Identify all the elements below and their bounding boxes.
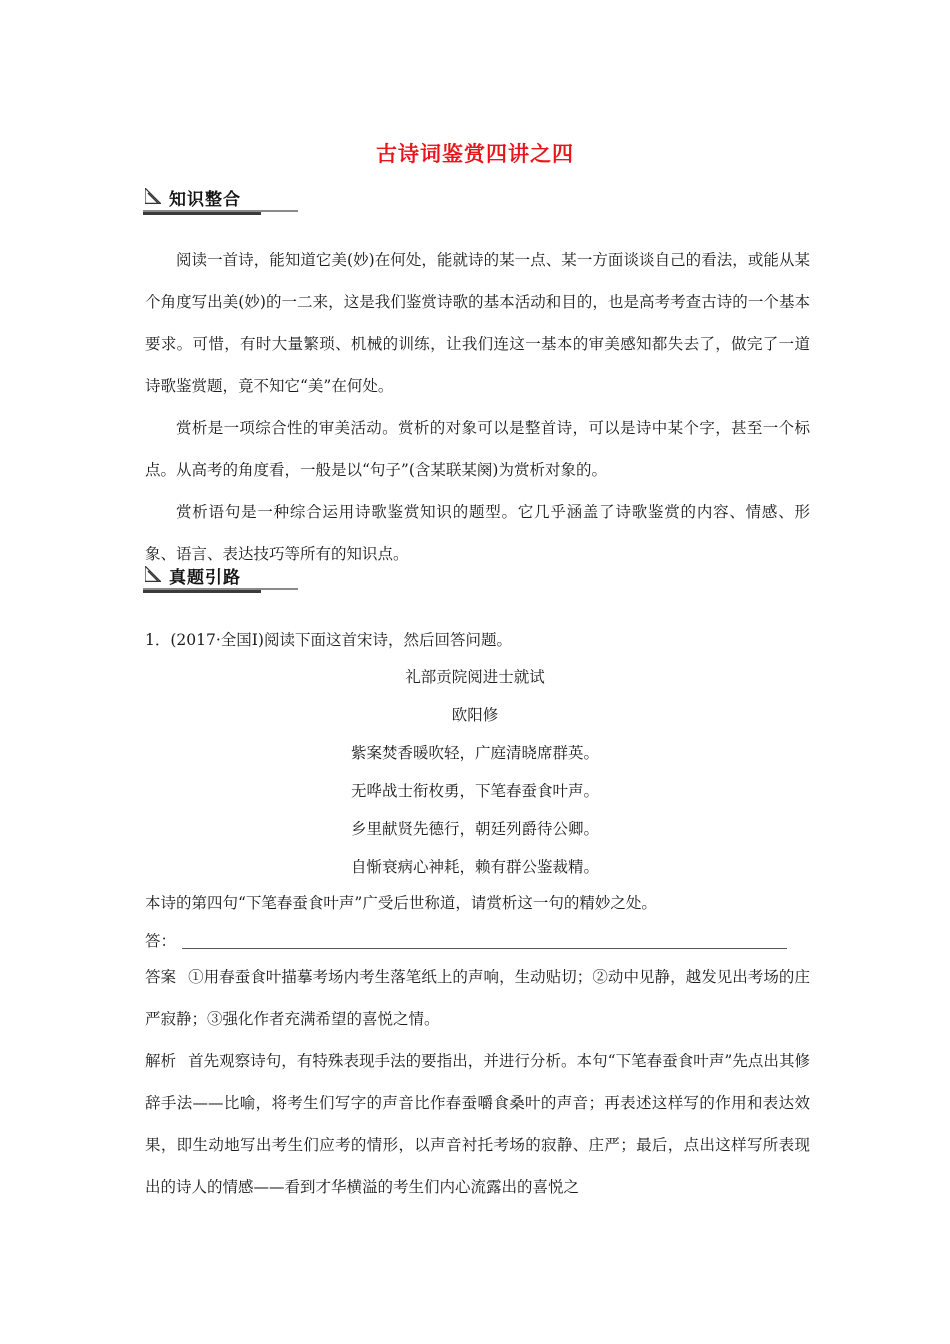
poem-title: 礼部贡院阅进士就试 bbox=[405, 668, 545, 686]
section-title: 知识整合 bbox=[169, 190, 241, 210]
analysis-text: 首先观察诗句，有特殊表现手法的要指出，并进行分析。本句“下笔春蚕食叶声”先点出其修辞手法——比喻，将考生们写字的声音比作春蚕嚼食桑叶的声音；再表述这样写的作用和表达效果，即生动地写出考生们应考的情形，以声音衬托考场的寂静、庄严；最后，点出这样写所表现出的诗人的情感——看到才华横溢的考生们内心流露出的喜悦之 bbox=[145, 1052, 810, 1196]
paragraph: 阅读一首诗，能知道它美(妙)在何处，能就诗的某一点、某一方面谈谈自己的看法，或能从某个角度写出美(妙)的一二来，这是我们鉴赏诗歌的基本活动和目的，也是高考考查古诗的一个基本要求。可惜，有时大量繁琐、机械的训练，让我们连这一基本的审美感知都失去了，做完了一道诗歌鉴赏题，竟不知它“美”在何处。 bbox=[145, 251, 810, 395]
question-prompt: 本诗的第四句“下笔春蚕食叶声”广受后世称道，请赏析这一句的精妙之处。 bbox=[145, 894, 657, 912]
analysis-label: 解析 bbox=[145, 1052, 177, 1070]
answer-key-label: 答案 bbox=[145, 968, 177, 986]
section-header-knowledge bbox=[143, 184, 298, 212]
section-underline bbox=[143, 212, 261, 215]
section-title: 真题引路 bbox=[169, 568, 241, 588]
poem-line: 自惭衰病心神耗，赖有群公鉴裁精。 bbox=[350, 858, 599, 876]
analysis bbox=[145, 1040, 810, 1208]
poem-line: 无哗战士衔枚勇，下笔春蚕食叶声。 bbox=[350, 782, 599, 800]
paragraph: 赏析语句是一种综合运用诗歌鉴赏知识的题型。它几乎涵盖了诗歌鉴赏的内容、情感、形象、语言、表达技巧等所有的知识点。 bbox=[145, 503, 810, 563]
question-intro: 1．(2017·全国Ⅰ)阅读下面这首宋诗，然后回答问题。 bbox=[145, 631, 512, 649]
poem-line: 紫案焚香暖吹轻，广庭清晓席群英。 bbox=[350, 744, 599, 762]
answer-key bbox=[145, 956, 810, 1040]
section-marker-icon bbox=[145, 566, 161, 582]
page-title: 古诗词鉴赏四讲之四 bbox=[376, 142, 574, 166]
answer-key-text: ①用春蚕食叶描摹考场内考生落笔纸上的声响，生动贴切；②动中见静，越发见出考场的庄严寂静；③强化作者充满希望的喜悦之情。 bbox=[145, 968, 810, 1028]
poem-line: 乡里献贤先德行，朝廷列爵待公卿。 bbox=[350, 820, 599, 838]
section-header-real-exam bbox=[143, 562, 298, 590]
section-marker-icon bbox=[145, 188, 161, 204]
paragraph: 赏析是一项综合性的审美活动。赏析的对象可以是整首诗，可以是诗中某个字，甚至一个标点。从高考的角度看，一般是以“句子”(含某联某阕)为赏析对象的。 bbox=[145, 419, 810, 479]
poem-author: 欧阳修 bbox=[451, 706, 499, 724]
answer-blank bbox=[182, 936, 787, 949]
answer-line bbox=[145, 929, 787, 951]
section-underline bbox=[143, 590, 261, 593]
answer-label: 答： bbox=[145, 932, 177, 950]
